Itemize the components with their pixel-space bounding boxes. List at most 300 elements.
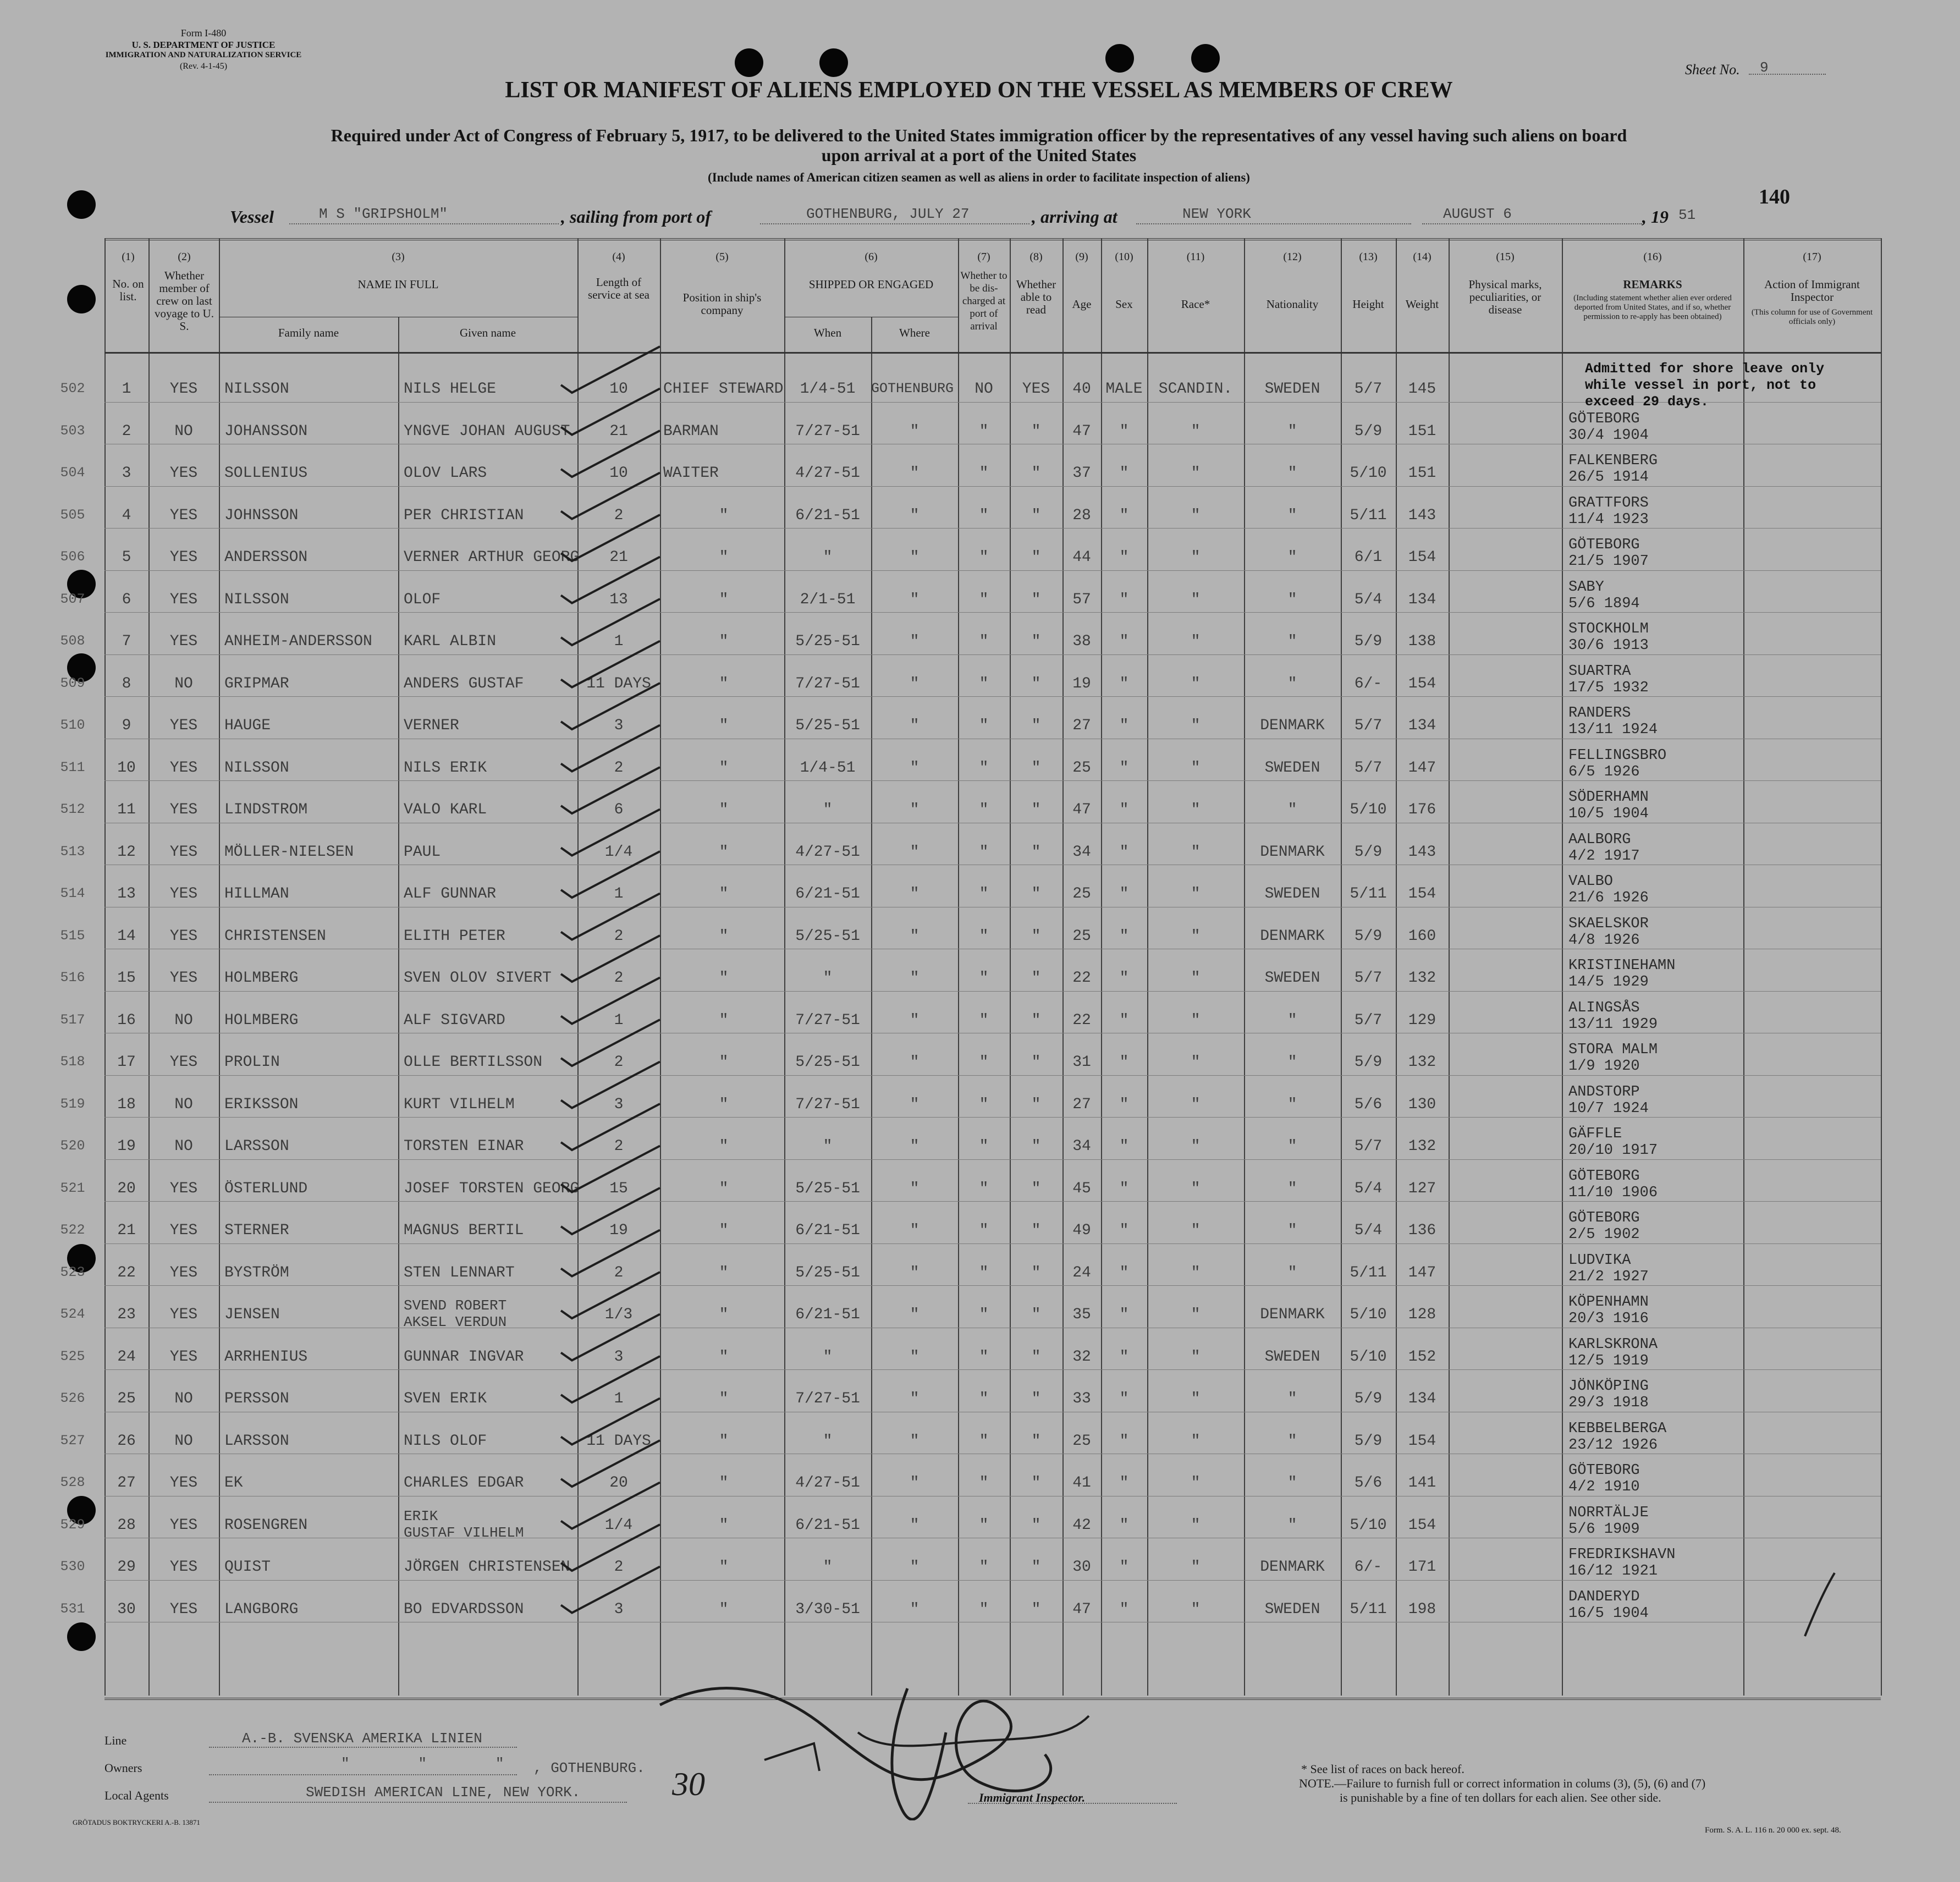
birth-date: 4/2 1910	[1568, 1479, 1640, 1495]
prior-voyage: YES	[169, 843, 198, 861]
engaged-where: "	[910, 1222, 920, 1239]
nationality: DENMARK	[1260, 927, 1325, 945]
given-name: ERIK	[404, 1507, 438, 1525]
prior-voyage: YES	[169, 1264, 198, 1281]
sex: "	[1119, 465, 1129, 482]
check-mark	[561, 346, 660, 393]
height: 5/10	[1350, 465, 1387, 482]
check-mark	[561, 1440, 660, 1487]
line-reference: 528	[60, 1474, 85, 1490]
birth-place: VALBO	[1568, 873, 1614, 890]
birth-place: KÖPENHAMN	[1568, 1294, 1649, 1311]
discharge-flag: "	[979, 591, 989, 608]
weight: 143	[1408, 843, 1436, 861]
engaged-when: "	[823, 801, 833, 818]
line-reference: 527	[60, 1432, 85, 1449]
ship-position: "	[719, 591, 729, 608]
nationality: SWEDEN	[1264, 1600, 1320, 1618]
nationality: "	[1287, 1054, 1297, 1071]
birth-date: 23/12 1926	[1568, 1437, 1658, 1454]
weight: 160	[1408, 927, 1436, 945]
nationality: "	[1287, 1011, 1297, 1029]
engaged-where: "	[910, 1054, 920, 1071]
col-header-action-note: (This column for use of Government officials only)	[1751, 308, 1873, 326]
height: 5/9	[1354, 633, 1383, 650]
row-number: 7	[122, 633, 131, 650]
service-length: 13	[609, 591, 628, 608]
race: "	[1191, 801, 1201, 818]
ship-position: "	[719, 1096, 729, 1113]
birth-date: 5/6 1909	[1568, 1521, 1640, 1538]
shore-leave-stamp: Admitted for shore leave only while vessel in port, not to exceed 29 days.	[1585, 361, 1825, 410]
col-num-6: (6)	[865, 251, 878, 263]
nationality: "	[1287, 1432, 1297, 1450]
owners-dotted	[209, 1774, 517, 1775]
check-mark	[561, 557, 660, 603]
nationality: DENMARK	[1260, 717, 1325, 734]
prior-voyage: YES	[169, 549, 198, 566]
check-mark	[561, 473, 660, 519]
able-to-read: "	[1031, 717, 1041, 734]
line-reference: 526	[60, 1390, 85, 1406]
check-mark	[561, 389, 660, 435]
check-mark	[561, 725, 660, 772]
engaged-where: "	[910, 1348, 920, 1366]
service-length: 1/3	[604, 1306, 633, 1323]
engaged-where: "	[910, 675, 920, 692]
check-mark	[561, 1567, 660, 1613]
engaged-where: "	[910, 1138, 920, 1155]
check-mark	[561, 1020, 660, 1066]
service-length: 2	[614, 970, 624, 987]
height: 5/10	[1350, 1516, 1387, 1534]
weight: 128	[1408, 1306, 1436, 1323]
service-length: 1	[614, 1011, 624, 1029]
birth-date: 4/8 1926	[1568, 932, 1640, 949]
nationality: "	[1287, 1474, 1297, 1492]
birth-date: 11/4 1923	[1568, 511, 1649, 528]
line-reference: 502	[60, 381, 85, 397]
engaged-when: "	[823, 1348, 833, 1366]
able-to-read: "	[1031, 1432, 1041, 1450]
engaged-when: 5/25-51	[795, 1264, 860, 1281]
race: "	[1191, 1516, 1201, 1534]
height: 5/11	[1350, 1264, 1387, 1281]
ship-position: "	[719, 1138, 729, 1155]
engaged-where: "	[910, 1390, 920, 1407]
prior-voyage: YES	[169, 801, 198, 818]
birth-date: 21/5 1907	[1568, 553, 1649, 570]
family-name: ANDERSSON	[224, 549, 308, 566]
birth-place: GÖTEBORG	[1568, 1168, 1640, 1185]
engaged-when: 3/30-51	[795, 1600, 860, 1618]
ship-position: "	[719, 1054, 729, 1071]
weight: 154	[1408, 885, 1436, 903]
check-mark	[561, 1062, 660, 1108]
given-name: VERNER ARTHUR GEORG	[404, 549, 580, 566]
race: "	[1191, 591, 1201, 608]
service-length: 10	[609, 465, 628, 482]
col-num-5: (5)	[715, 251, 729, 263]
nationality: "	[1287, 1138, 1297, 1155]
service-length: 15	[609, 1180, 628, 1197]
check-mark	[561, 1272, 660, 1318]
given-name: NILS ERIK	[404, 759, 487, 777]
row-number: 21	[117, 1222, 136, 1239]
line-reference: 503	[60, 422, 85, 439]
line-reference: 512	[60, 801, 85, 817]
able-to-read: "	[1031, 1011, 1041, 1029]
prior-voyage: YES	[169, 465, 198, 482]
nationality: "	[1287, 1180, 1297, 1197]
weight: 138	[1408, 633, 1436, 650]
arrival-year: 51	[1678, 207, 1696, 223]
check-mark	[561, 1399, 660, 1445]
age: 33	[1072, 1390, 1091, 1407]
row-number: 2	[122, 422, 131, 440]
weight: 176	[1408, 801, 1436, 818]
prior-voyage: YES	[169, 1516, 198, 1534]
engaged-where: "	[910, 843, 920, 861]
height: 5/7	[1354, 1138, 1383, 1155]
race: "	[1191, 885, 1201, 903]
weight: 130	[1408, 1096, 1436, 1113]
col-header-race: Race*	[1181, 298, 1210, 311]
row-number: 14	[117, 927, 136, 945]
ship-position: "	[719, 1432, 729, 1450]
check-mark	[561, 683, 660, 729]
col-header-discharged: Whether to be dis-charged at port of arrival	[960, 270, 1007, 332]
ship-position: "	[719, 1390, 729, 1407]
service-length: 2	[614, 1138, 624, 1155]
engaged-when: "	[823, 1559, 833, 1576]
check-mark	[561, 894, 660, 940]
col-num-13: (13)	[1359, 251, 1378, 263]
line-reference: 511	[60, 759, 85, 775]
engaged-where: "	[910, 970, 920, 987]
service-length: 3	[614, 717, 624, 734]
birth-place: GÖTEBORG	[1568, 1210, 1640, 1226]
engaged-where: "	[910, 549, 920, 566]
sex: MALE	[1105, 381, 1143, 398]
manifest-instruction: (Include names of American citizen seamen as well as aliens in order to facilitate inspection of aliens)	[708, 170, 1250, 184]
arriving-port: NEW YORK	[1182, 206, 1251, 222]
agents-label: Local Agents	[104, 1789, 169, 1802]
engaged-when: 6/21-51	[795, 1222, 860, 1239]
service-length: 1/4	[604, 843, 633, 861]
birth-date: 20/3 1916	[1568, 1311, 1649, 1327]
height: 5/9	[1354, 422, 1383, 440]
col-num-4: (4)	[612, 251, 625, 263]
inspector-label: Immigrant Inspector.	[979, 1791, 1086, 1804]
line-reference: 522	[60, 1222, 85, 1238]
race: "	[1191, 1559, 1201, 1576]
age: 40	[1072, 381, 1091, 398]
ship-position: "	[719, 1180, 729, 1197]
weight: 154	[1408, 675, 1436, 692]
check-mark	[561, 1104, 660, 1150]
row-number: 23	[117, 1306, 136, 1323]
form-reference: Form. S. A. L. 116 n. 20 000 ex. sept. 48.	[1705, 1826, 1841, 1835]
weight: 198	[1408, 1600, 1436, 1618]
birth-place: GÖTEBORG	[1568, 410, 1640, 427]
check-mark	[561, 936, 660, 982]
row-number: 18	[117, 1096, 136, 1113]
able-to-read: "	[1031, 1180, 1041, 1197]
family-name: NILSSON	[224, 759, 289, 777]
year-label: , 19	[1642, 207, 1669, 227]
given-name-2: AKSEL VERDUN	[404, 1314, 507, 1330]
birth-date: 11/10 1906	[1568, 1184, 1658, 1201]
discharge-flag: "	[979, 549, 989, 566]
family-name: EK	[224, 1474, 243, 1492]
penalty-note: NOTE.—Failure to furnish full or correct information in colums (3), (5), (6) and (7)	[1299, 1776, 1706, 1790]
race: "	[1191, 1432, 1201, 1450]
given-name-2: GUSTAF VILHELM	[404, 1524, 524, 1541]
line-reference: 515	[60, 927, 85, 944]
manifest-subtitle-2: upon arrival at a port of the United States	[821, 145, 1137, 165]
sex: "	[1119, 1096, 1129, 1113]
able-to-read: "	[1031, 1096, 1041, 1113]
given-name: VERNER	[404, 717, 459, 734]
engaged-when: 1/4-51	[800, 759, 856, 777]
age: 22	[1072, 970, 1091, 987]
age: 31	[1072, 1054, 1091, 1071]
ship-position: "	[719, 1306, 729, 1323]
height: 5/4	[1354, 1180, 1383, 1197]
birth-date: 17/5 1932	[1568, 679, 1649, 696]
sex: "	[1119, 927, 1129, 945]
col-header-position: Position in ship's company	[682, 291, 762, 317]
check-mark	[561, 1146, 660, 1192]
given-name: YNGVE JOHAN AUGUST	[404, 422, 570, 440]
service-length: 2	[614, 1559, 624, 1576]
birth-date: 30/6 1913	[1568, 637, 1649, 654]
given-name: NILS OLOF	[404, 1432, 487, 1450]
race: "	[1191, 1348, 1201, 1366]
engaged-where: "	[910, 927, 920, 945]
engaged-where: "	[910, 1011, 920, 1029]
ship-position: "	[719, 1264, 729, 1281]
able-to-read: "	[1031, 1306, 1041, 1323]
discharge-flag: "	[979, 885, 989, 903]
service-length: 2	[614, 927, 624, 945]
engaged-when: 7/27-51	[795, 1011, 860, 1029]
race: "	[1191, 1011, 1201, 1029]
height: 5/10	[1350, 801, 1387, 818]
height: 6/-	[1354, 675, 1383, 692]
age: 25	[1072, 885, 1091, 903]
engaged-when: 6/21-51	[795, 885, 860, 903]
discharge-flag: "	[979, 927, 989, 945]
nationality: "	[1287, 549, 1297, 566]
height: 5/9	[1354, 1390, 1383, 1407]
sailing-label: , sailing from port of	[561, 207, 711, 227]
line-reference: 530	[60, 1559, 85, 1575]
col-num-11: (11)	[1186, 251, 1205, 263]
nationality: "	[1287, 507, 1297, 524]
family-name: HOLMBERG	[224, 970, 299, 987]
prior-voyage: YES	[169, 381, 198, 398]
nationality: "	[1287, 1096, 1297, 1113]
race: SCANDIN.	[1158, 381, 1233, 398]
discharge-flag: "	[979, 507, 989, 524]
weight: 129	[1408, 1011, 1436, 1029]
line-name: A.-B. SVENSKA AMERIKA LINIEN	[242, 1730, 482, 1747]
birth-place: NORRTÄLJE	[1568, 1504, 1649, 1521]
weight: 151	[1408, 422, 1436, 440]
col-num-17: (17)	[1803, 251, 1821, 263]
able-to-read: "	[1031, 1390, 1041, 1407]
prior-voyage: NO	[174, 1390, 193, 1407]
family-name: MÖLLER-NIELSEN	[224, 843, 354, 861]
given-name: STEN LENNART	[404, 1264, 515, 1281]
engaged-when: "	[823, 549, 833, 566]
row-number: 19	[117, 1138, 136, 1155]
ship-position: "	[719, 1516, 729, 1534]
race: "	[1191, 1096, 1201, 1113]
ship-position: "	[719, 1011, 729, 1029]
arrival-date: AUGUST 6	[1443, 206, 1512, 222]
line-reference: 509	[60, 675, 85, 691]
ship-position: "	[719, 549, 729, 566]
race: "	[1191, 970, 1201, 987]
able-to-read: "	[1031, 759, 1041, 777]
birth-date: 10/7 1924	[1568, 1100, 1649, 1117]
check-mark	[561, 851, 660, 898]
age: 49	[1072, 1222, 1091, 1239]
birth-place: GÖTEBORG	[1568, 1462, 1640, 1479]
sex: "	[1119, 759, 1129, 777]
family-name: LANGBORG	[224, 1600, 299, 1618]
birth-place: GÄFFLE	[1568, 1126, 1622, 1142]
discharge-flag: "	[979, 465, 989, 482]
service-length: 20	[609, 1474, 628, 1492]
family-name: PERSSON	[224, 1390, 289, 1407]
sex: "	[1119, 633, 1129, 650]
sex: "	[1119, 507, 1129, 524]
col-header-action: Action of Immigrant Inspector	[1764, 278, 1860, 304]
given-name: KARL ALBIN	[404, 633, 497, 650]
engaged-where: "	[910, 633, 920, 650]
nationality: "	[1287, 633, 1297, 650]
ship-position: "	[719, 507, 729, 524]
able-to-read: "	[1031, 1138, 1041, 1155]
discharge-flag: "	[979, 801, 989, 818]
able-to-read: "	[1031, 465, 1041, 482]
col-num-15: (15)	[1496, 251, 1515, 263]
row-number: 16	[117, 1011, 136, 1029]
race: "	[1191, 1180, 1201, 1197]
sex: "	[1119, 970, 1129, 987]
height: 5/6	[1354, 1474, 1383, 1492]
height: 5/7	[1354, 1011, 1383, 1029]
check-mark	[561, 1525, 660, 1571]
family-name: NILSSON	[224, 381, 289, 398]
birth-place: ALINGSÅS	[1568, 999, 1640, 1016]
service-length: 10	[609, 381, 628, 398]
birth-date: 16/12 1921	[1568, 1563, 1658, 1580]
discharge-flag: "	[979, 1306, 989, 1323]
engaged-when: 5/25-51	[795, 633, 860, 650]
row-number: 22	[117, 1264, 136, 1281]
engaged-where: "	[910, 759, 920, 777]
row-number: 6	[122, 591, 131, 608]
birth-date: 2/5 1902	[1568, 1226, 1640, 1243]
birth-date: 16/5 1904	[1568, 1605, 1649, 1622]
check-mark	[561, 978, 660, 1024]
ship-position: "	[719, 801, 729, 818]
page-number-stamp: 140	[1759, 185, 1790, 208]
col-header-sex: Sex	[1115, 298, 1133, 311]
prior-voyage: NO	[174, 422, 193, 440]
given-name: SVEN OLOV SIVERT	[404, 970, 552, 987]
given-name: SVEND ROBERT	[404, 1297, 507, 1314]
manifest-title: LIST OR MANIFEST OF ALIENS EMPLOYED ON THE VESSEL AS MEMBERS OF CREW	[505, 78, 1453, 103]
height: 5/6	[1354, 1096, 1383, 1113]
family-name: LARSSON	[224, 1138, 289, 1155]
prior-voyage: YES	[169, 633, 198, 650]
family-name: QUIST	[224, 1559, 271, 1576]
race: "	[1191, 843, 1201, 861]
ship-position: CHIEF STEWARD	[663, 381, 784, 398]
birth-date: 20/10 1917	[1568, 1142, 1658, 1159]
prior-voyage: YES	[169, 1559, 198, 1576]
given-name: OLOF	[404, 591, 441, 608]
col-header-when: When	[813, 326, 842, 339]
nationality: "	[1287, 1222, 1297, 1239]
birth-date: 26/5 1914	[1568, 469, 1649, 486]
given-name: OLLE BERTILSSON	[404, 1054, 543, 1071]
col-num-3: (3)	[392, 251, 405, 263]
sex: "	[1119, 675, 1129, 692]
weight: 154	[1408, 1432, 1436, 1450]
nationality: SWEDEN	[1264, 885, 1320, 903]
birth-date: 5/6 1894	[1568, 595, 1640, 612]
birth-date: 21/2 1927	[1568, 1268, 1649, 1285]
service-length: 3	[614, 1600, 624, 1618]
birth-place: SUARTRA	[1568, 663, 1631, 680]
given-name: KURT VILHELM	[404, 1096, 515, 1113]
birth-place: DANDERYD	[1568, 1588, 1640, 1605]
nationality: "	[1287, 591, 1297, 608]
nationality: SWEDEN	[1264, 1348, 1320, 1366]
age: 47	[1072, 801, 1091, 818]
service-length: 1	[614, 885, 624, 903]
engaged-when: 6/21-51	[795, 507, 860, 524]
height: 5/7	[1354, 717, 1383, 734]
col-header-nationality: Nationality	[1266, 298, 1319, 311]
engaged-when: "	[823, 970, 833, 987]
prior-voyage: NO	[174, 1138, 193, 1155]
race: "	[1191, 1390, 1201, 1407]
able-to-read: "	[1031, 633, 1041, 650]
form-number: Form I-480	[180, 27, 227, 38]
family-name: LINDSTROM	[224, 801, 308, 818]
able-to-read: "	[1031, 970, 1041, 987]
weight: 154	[1408, 1516, 1436, 1534]
form-department: U. S. DEPARTMENT OF JUSTICE	[131, 40, 276, 50]
height: 5/9	[1354, 927, 1383, 945]
nationality: DENMARK	[1260, 1306, 1325, 1323]
race: "	[1191, 927, 1201, 945]
check-mark	[561, 1483, 660, 1529]
sex: "	[1119, 1432, 1129, 1450]
col-header-shipped: SHIPPED OR ENGAGED	[808, 278, 934, 291]
discharge-flag: "	[979, 633, 989, 650]
sailing-port: GOTHENBURG, JULY 27	[806, 206, 970, 222]
col-header-read: Whether able to read	[1016, 278, 1056, 316]
